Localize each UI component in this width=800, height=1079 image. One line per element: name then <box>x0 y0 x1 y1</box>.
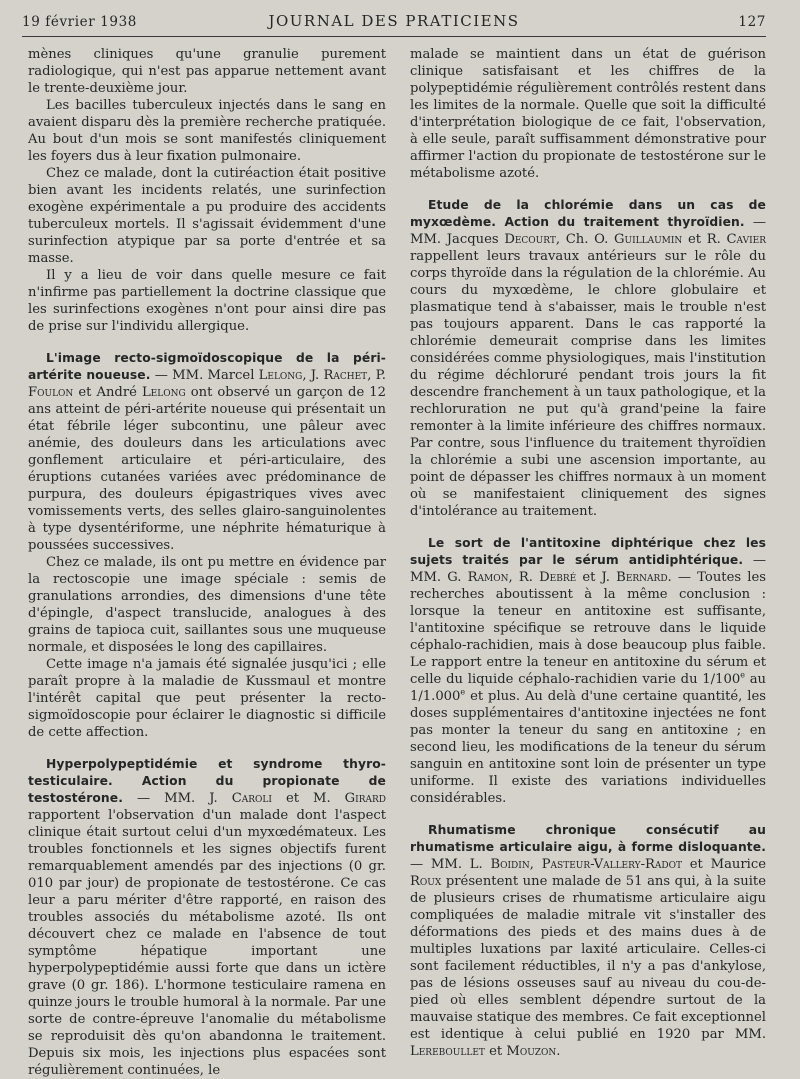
article-body: ont observé un garçon de 12 ans atteint de péri-artérite noueuse qui présentait un état fébrile léger subcontinu, une pâleur avec anémie, des douleurs dans les articulations avec gonflement articulaire et péri-articulaire, des éruptions cutanées variées avec prédominance de purpura, des douleurs épigastriques vives avec vomissements verts, des selles glairo-sanguinolentes à type dysentériforme, une néphrite hématurique à poussées successives. <box>28 385 386 553</box>
author-separator: et R. <box>688 232 721 247</box>
section-heading: Etude de la chlorémie dans un cas de myxœdème. Action du traitement thyroïdien. <box>410 198 766 229</box>
author-separator: , Ch. O. <box>555 232 609 247</box>
author-name: Ramon <box>467 570 509 585</box>
article-body: présentent une malade de 51 ans qui, à la suite de plusieurs crises de rhumatisme articulaire aigu compliquées de maladie mitrale vit s'installer des déformations des pieds et des mains dues à de multiples luxations par laxité articulaire. Celles-ci sont facilement réductibles, il n'y a pas d'ankylose, pas de lésions osseuses sauf au niveau du cou-de-pied où elles semblent dépendre surtout de la mauvaise statique des membres. Ce fait exceptionnel est identique à celui publié en 1920 par MM. <box>410 874 766 1042</box>
journal-title: JOURNAL DES PRATICIENS <box>268 12 520 30</box>
author-separator: , R. <box>508 570 533 585</box>
paragraph: malade se maintient dans un état de guérison clinique satisfaisant et les chiffres de la polypeptidémie régulièrement contrôlés restent dans les limites de la normale. Quelle que soit la difficulté d'interprétation biologique de ce fait, l'observation, à elle seule, paraît suffisamment démonstrative pour affirmer l'action du propionate de testostérone sur le métabolisme azoté. <box>410 47 766 181</box>
article-body: au 1/1.000 <box>410 672 766 704</box>
author-separator: et Maurice <box>689 857 766 872</box>
author-name: Caroli <box>231 791 272 806</box>
article-chloremie <box>410 197 766 520</box>
header-rule <box>22 36 766 37</box>
page-number: 127 <box>738 14 766 30</box>
author-separator: et André <box>78 385 137 400</box>
author-name: Lelong <box>258 368 303 383</box>
author-name: Foulon <box>28 385 74 400</box>
section-heading: Hyperpolypeptidémie et syndrome thyro-testiculaire. Action du propionate de testostérone. <box>28 757 386 805</box>
paragraph: Il y a lieu de voir dans quelle mesure ce fait n'infirme pas partiellement la doctrine classique que les surinfections exogènes n'ont pour ainsi dire pas de prise sur l'individu allergique. <box>28 268 386 334</box>
article-body: et plus. Au delà d'une certaine quantité, les doses supplémentaires d'antitoxine injectées ne font pas monter la teneur du sang en antitoxine ; en second lieu, les modifications de la teneur du sérum sanguin en antitoxine sont loin de présenter un type uniforme. Il existe des variations individuelles considérables. <box>410 689 766 806</box>
article-recto-sigmoidoscopie <box>28 350 386 554</box>
article-rhumatisme <box>410 822 766 1060</box>
author-name: Rachet <box>323 368 368 383</box>
author-name: Mouzon <box>506 1044 557 1059</box>
author-name: Cavier <box>726 232 767 247</box>
article-antitoxine <box>410 535 766 807</box>
author-separator: et M. <box>285 791 331 806</box>
paragraph: Chez ce malade, ils ont pu mettre en évidence par la rectoscopie une image spéciale : semis de granulations arrondies, des dimensions d'une tête d'épingle, d'aspect translucide, analogues à des grains de tapioca cuit, saillantes sous une muqueuse normale, et disposées le long des capillaires. <box>28 555 386 655</box>
running-header <box>22 0 766 34</box>
author-separator: et J. <box>582 570 610 585</box>
author-separator: , <box>529 857 534 872</box>
author-prefix: — MM. L. <box>410 857 483 872</box>
two-column-body <box>22 46 766 1079</box>
paragraph: Chez ce malade, dont la cutiréaction était positive bien avant les incidents relatés, une surinfection exogène expérimentale a pu produire des accidents tuberculeux mortels. Il s'agissait évidemment d'une surinfection atypique par sa porte d'entrée et sa masse. <box>28 166 386 266</box>
right-column <box>410 46 766 1079</box>
author-prefix: — MM. G. <box>410 553 766 585</box>
author-prefix: — MM. J. <box>137 791 218 806</box>
article-body: rapportent l'observation d'un malade dont l'aspect clinique était surtout celui d'un myxœdémateux. Les troubles fonctionnels et les signes objectifs furent remarquablement amendés par des injections (0 gr. 010 par jour) de propionate de testostérone. Ce cas leur a paru mériter d'être rapporté, en raison des troubles associés du métabolisme azoté. Ils ont découvert chez ce malade en l'absence de tout symptôme hépatique important une hyperpolypeptidémie aussi forte que dans un ictère grave (0 gr. 186). L'hormone testiculaire ramena en quinze jours le trouble humoral à la normale. Par une sorte de contre-épreuve l'anomalie du métabolisme se reproduisit dès qu'on abandonna le traitement. Depuis six mois, les injections plus espacées sont régulièrement continuées, le <box>28 808 386 1078</box>
paragraph: Les bacilles tuberculeux injectés dans le sang en avaient disparu dès la première recherche pratiquée. Au bout d'un mois se sont manifestés cliniquement les foyers dus à leur fixation pulmonaire. <box>28 98 386 164</box>
author-name: Pasteur-Vallery-Radot <box>541 857 682 872</box>
author-prefix: — MM. Jacques <box>410 215 766 247</box>
author-name: Girard <box>344 791 386 806</box>
article-body: . <box>556 1044 561 1059</box>
left-column <box>22 46 386 1079</box>
author-name: Roux <box>410 874 442 889</box>
ordinal-superscript: e <box>460 687 466 697</box>
author-name: Lelong <box>141 385 186 400</box>
author-prefix: — MM. Marcel <box>154 368 255 383</box>
author-separator: , J. <box>302 368 320 383</box>
author-separator: , P. <box>367 368 386 383</box>
header-date: 19 février 1938 <box>22 14 137 30</box>
author-name: Decourt <box>504 232 556 247</box>
author-name: Boidin <box>490 857 530 872</box>
article-body: rappellent leurs travaux antérieurs sur le rôle du corps thyroïde dans la régulation de la chlorémie. Au cours du myxœdème, le chlore globulaire et plasmatique tend à s'abaisser, mais le trouble n'est pas toujours apparent. Dans le cas rapporté la chlorémie demeurait comprise dans les limites considérées comme physiologiques, mais l'institution du régime déchloruré pendant trois jours la fit descendre franchement à un taux pathologique, et la rechloruration ne put qu'à grand'peine la faire remonter à la limite inférieure des chiffres normaux. Par contre, sous l'influence du traitement thyroïdien la chlorémie a subi une ascension importante, au point de dépasser les chiffres normaux à un moment où se manifestaient cliniquement des signes d'intolérance au traitement. <box>410 249 766 519</box>
article-body: . — Toutes les recherches aboutissent à la même conclusion : lorsque la teneur en antitoxine est suffisante, l'antitoxine spécifique se retrouve dans le liquide céphalo-rachidien, mais à dose beaucoup plus faible. Le rapport entre la teneur en antitoxine du sérum et celle du liquide céphalo-rachidien varie du 1/100 <box>410 570 766 687</box>
author-name: Debré <box>539 570 577 585</box>
author-name: Lereboullet <box>410 1044 485 1059</box>
ordinal-superscript: e <box>740 670 745 680</box>
paragraph: mènes cliniques qu'une granulie purement radiologique, qui n'est pas apparue nettement avant le trente-deuxième jour. <box>28 47 386 96</box>
section-heading: Le sort de l'antitoxine diphtérique chez les sujets traités par le sérum antidiphtérique. <box>410 536 766 567</box>
author-separator: et <box>489 1044 503 1059</box>
author-name: Guillaumin <box>613 232 683 247</box>
author-name: Bernard <box>616 570 668 585</box>
section-heading: Rhumatisme chronique consécutif au rhumatisme articulaire aigu, à forme disloquante. <box>410 823 766 854</box>
article-hyperpolypeptidemie <box>28 756 386 1079</box>
paragraph: Cette image n'a jamais été signalée jusqu'ici ; elle paraît propre à la maladie de Kussmaul et montre l'intérêt capital que peut présenter la recto-sigmoïdoscopie pour éclairer le diagnostic si difficile de cette affection. <box>28 657 386 740</box>
section-heading: L'image recto-sigmoïdoscopique de la péri-artérite noueuse. <box>28 351 386 382</box>
